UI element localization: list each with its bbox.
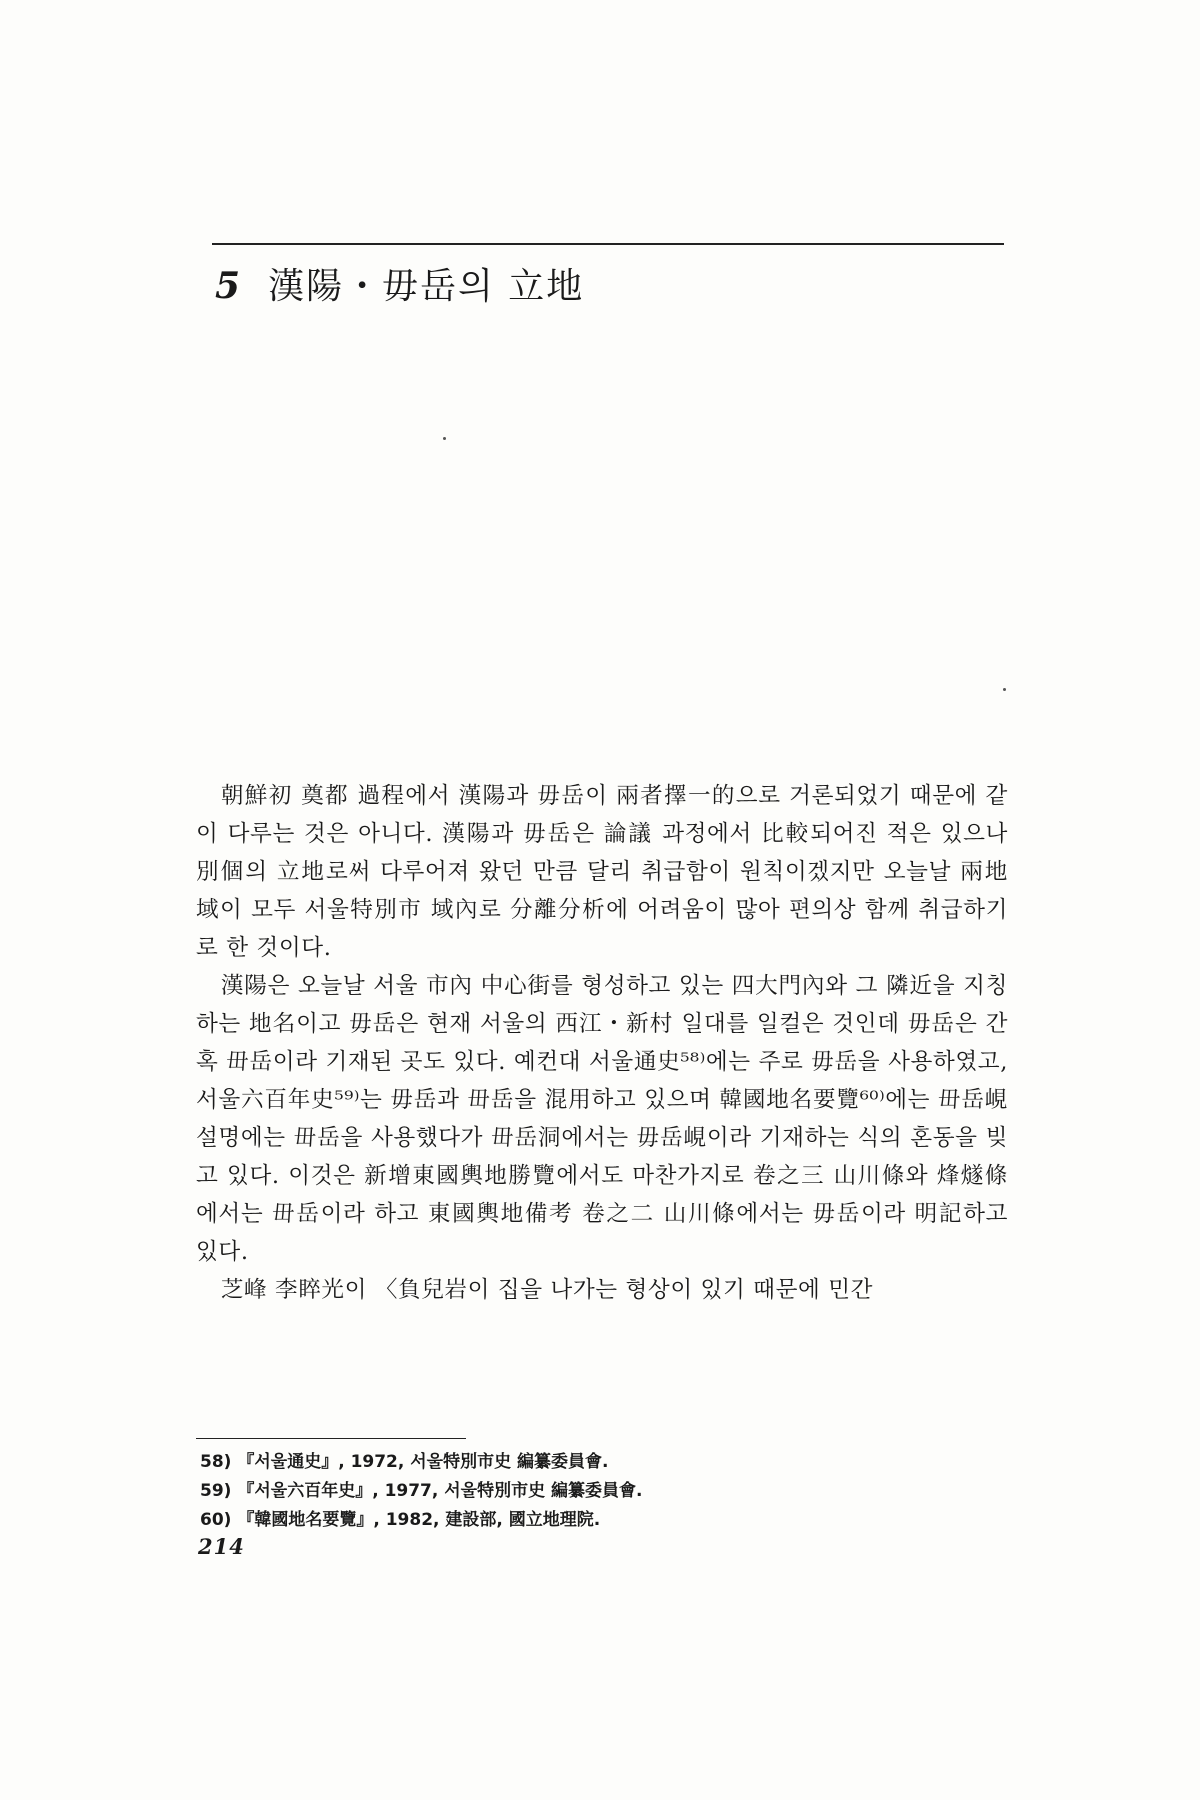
- footnote: 58) 『서울通史』, 1972, 서울特別市史 編纂委員會.: [200, 1452, 609, 1472]
- scan-speck: [1003, 688, 1006, 691]
- chapter-number: 5: [215, 265, 243, 307]
- body-paragraph: 漢陽은 오늘날 서울 市內 中心街를 형성하고 있는 四大門內와 그 隣近을 지칭하는 地名이고 毋岳은 현재 서울의 西江・新村 일대를 일컬은 것인데 毋岳은 간혹 毌岳이라 기재된 곳도 있다. 예컨대 서울通史⁵⁸⁾에는 주로 毋岳을 사용하였고, 서울六百年史⁵⁹⁾는 毋岳과 毌岳을 混用하고 있으며 韓國地名要覽⁶⁰⁾에는 毌岳峴 설명에는 毌岳을 사용했다가 毌岳洞에서는 毋岳峴이라 기재하는 식의 혼동을 빚고 있다. 이것은 新增東國輿地勝覽에서도 마찬가지로 卷之三 山川條와 烽燧條에서는 毌岳이라 하고 東國輿地備考 卷之二 山川條에서는 毋岳이라 明記하고 있다.: [196, 973, 1008, 1265]
- body-text: [196, 777, 1008, 1309]
- chapter-heading: [215, 258, 584, 309]
- footnote: 60) 『韓國地名要覽』, 1982, 建設部, 國立地理院.: [200, 1510, 601, 1530]
- footnote: 59) 『서울六百年史』, 1977, 서울特別市史 編纂委員會.: [200, 1481, 643, 1501]
- chapter-top-rule: [212, 243, 1004, 245]
- body-paragraph: 朝鮮初 奠都 過程에서 漢陽과 毋岳이 兩者擇一的으로 거론되었기 때문에 같이 다루는 것은 아니다. 漢陽과 毋岳은 論議 과정에서 比較되어진 적은 있으나 別個의 立地로써 다루어져 왔던 만큼 달리 취급함이 원칙이겠지만 오늘날 兩地域이 모두 서울特別市 域內로 分離分析에 어려움이 많아 편의상 함께 취급하기로 한 것이다.: [196, 783, 1008, 961]
- scan-speck: [443, 437, 446, 440]
- page-number: 214: [198, 1534, 245, 1559]
- footnote-rule: [196, 1438, 466, 1439]
- footnotes: [200, 1448, 920, 1535]
- body-paragraph: 芝峰 李睟光이 〈負兒岩이 집을 나가는 형상이 있기 때문에 민간: [220, 1277, 874, 1303]
- chapter-title: 漢陽・毋岳의 立地: [268, 266, 585, 307]
